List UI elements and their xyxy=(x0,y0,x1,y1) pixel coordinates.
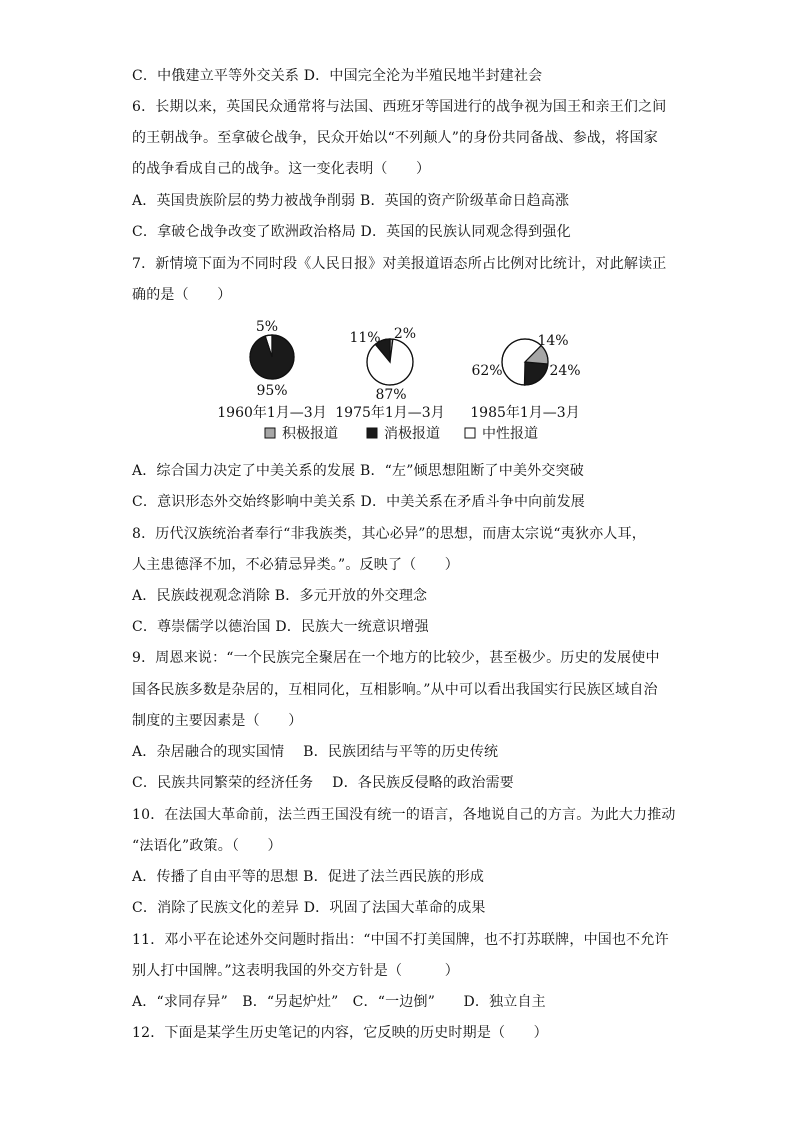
slice-label: 5% xyxy=(255,319,279,335)
slice-label: 11% xyxy=(349,330,381,346)
text-line: A．英国贵族阶层的势力被战争削弱 B．英国的资产阶级革命日趋高涨 xyxy=(132,193,570,209)
text-line: C．尊崇儒学以德治国 D．民族大一统意识增强 xyxy=(132,619,429,635)
text-line: 别人打中国牌。”这表明我国的外交方针是（ ） xyxy=(132,963,459,979)
pie-chart-figure xyxy=(215,310,590,450)
text-line: 人主患德泽不加，不必猜忌异类。”。反映了（ ） xyxy=(132,557,459,573)
slice-label: 24% xyxy=(549,363,581,379)
text-line: 10．在法国大革命前，法兰西王国没有统一的语言，各地说自己的方言。为此大力推动 xyxy=(132,807,676,823)
text-line: C．拿破仑战争改变了欧洲政治格局 D．英国的民族认同观念得到强化 xyxy=(132,224,571,240)
slice-label: 95% xyxy=(256,383,288,399)
legend-label: 积极报道 xyxy=(282,426,338,442)
text-line: C．意识形态外交始终影响中美关系 D．中美关系在矛盾斗争中向前发展 xyxy=(132,494,585,510)
text-line: 12．下面是某学生历史笔记的内容，它反映的历史时期是（ ） xyxy=(132,1025,548,1041)
text-line: “法语化”政策。（ ） xyxy=(132,838,282,854)
text-line: C．民族共同繁荣的经济任务 D．各民族反侵略的政治需要 xyxy=(132,775,514,791)
text-line: 8．历代汉族统治者奉行“非我族类，其心必异”的思想，而唐太宗说“夷狄亦人耳， xyxy=(132,526,646,542)
text-line: 国各民族多数是杂居的，互相同化，互相影响。”从中可以看出我国实行民族区域自治 xyxy=(132,682,658,698)
text-line: A．杂居融合的现实国情 B．民族团结与平等的历史传统 xyxy=(132,744,499,760)
text-line: 6．长期以来，英国民众通常将与法国、西班牙等国进行的战争视为国王和亲王们之间 xyxy=(132,99,667,115)
text-line: 9．周恩来说：“一个民族完全聚居在一个地方的比较少，甚至极少。历史的发展使中 xyxy=(132,650,660,666)
text-line: A．传播了自由平等的思想 B．促进了法兰西民族的形成 xyxy=(132,869,485,885)
period-label: 1975年1月—3月 xyxy=(335,405,445,421)
slice-label: 14% xyxy=(537,333,569,349)
text-line: A．“求同存异” B．“另起炉灶” C．“一边倒” D．独立自主 xyxy=(132,994,546,1010)
text-line: 7．新情境下面为不同时段《人民日报》对美报道语态所占比例对比统计，对此解读正 xyxy=(132,256,667,272)
legend-swatch xyxy=(465,428,475,438)
text-line: A．民族歧视观念消除 B．多元开放的外交理念 xyxy=(132,588,428,604)
legend-label: 中性报道 xyxy=(482,426,538,442)
legend-label: 消极报道 xyxy=(384,426,440,442)
text-line: 制度的主要因素是（ ） xyxy=(132,713,303,729)
text-line: 的战争看成自己的战争。这一变化表明（ ） xyxy=(132,161,431,177)
legend-swatch xyxy=(367,428,377,438)
text-line: 确的是（ ） xyxy=(132,287,232,303)
period-label: 1960年1月—3月 xyxy=(217,405,327,421)
legend-swatch xyxy=(265,428,275,438)
text-line: 的王朝战争。至拿破仑战争，民众开始以“不列颠人”的身份共同备战、参战，将国家 xyxy=(132,130,658,146)
text-line: C．中俄建立平等外交关系 D．中国完全沦为半殖民地半封建社会 xyxy=(132,68,543,84)
text-line: C．消除了民族文化的差异 D．巩固了法国大革命的成果 xyxy=(132,900,486,916)
slice-label: 2% xyxy=(393,326,417,342)
slice-label: 62% xyxy=(471,363,503,379)
period-label: 1985年1月—3月 xyxy=(470,405,580,421)
slice-label: 87% xyxy=(375,387,407,403)
text-line: A．综合国力决定了中美关系的发展 B．“左”倾思想阻断了中美外交突破 xyxy=(132,463,584,479)
text-line: 11．邓小平在论述外交问题时指出：“中国不打美国牌，也不打苏联牌，中国也不允许 xyxy=(132,932,669,948)
